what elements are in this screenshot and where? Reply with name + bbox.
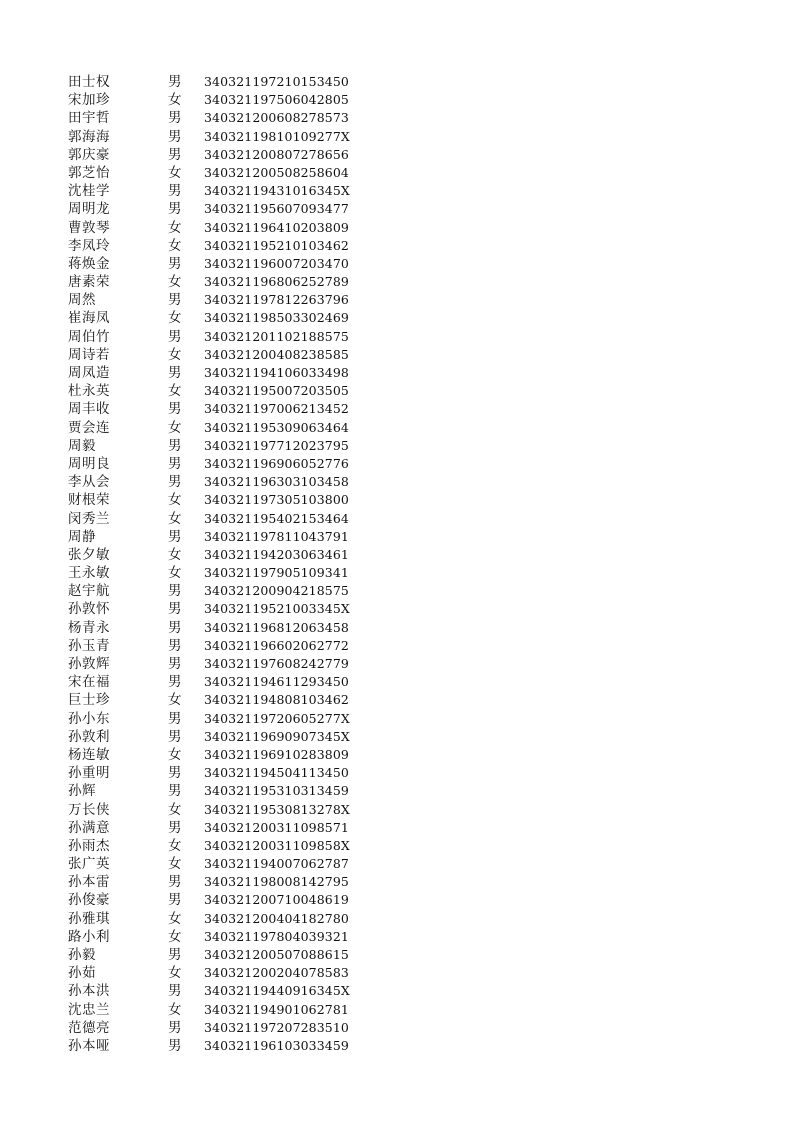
person-gender: 女 <box>168 837 182 854</box>
table-row <box>68 600 368 618</box>
person-gender: 女 <box>168 565 182 582</box>
table-row <box>68 764 368 782</box>
table-row <box>68 128 368 146</box>
person-id-number: 34032119521003345X <box>204 601 350 617</box>
table-row <box>68 309 368 327</box>
table-row <box>68 546 368 564</box>
person-name: 沈桂学 <box>68 183 110 200</box>
person-gender: 男 <box>168 292 182 309</box>
person-name: 周然 <box>68 292 96 309</box>
person-id-number: 34032119720605277X <box>204 710 350 726</box>
person-gender: 女 <box>168 419 182 436</box>
person-name: 蒋焕金 <box>68 255 110 272</box>
person-id-number: 340321194808103462 <box>204 692 349 708</box>
table-row <box>68 655 368 673</box>
person-id-number: 340321197812263796 <box>204 292 349 308</box>
person-id-number: 34032119690907345X <box>204 728 350 744</box>
person-id-number: 340321196303103458 <box>204 474 349 490</box>
person-id-number: 340321197804039321 <box>204 928 349 944</box>
person-name: 周诗若 <box>68 346 110 363</box>
person-gender: 女 <box>168 92 182 109</box>
table-row <box>68 582 368 600</box>
table-row <box>68 491 368 509</box>
person-name: 周静 <box>68 528 96 545</box>
person-name: 郭芝怡 <box>68 164 110 181</box>
person-id-number: 340321196906052776 <box>204 455 349 471</box>
person-id-number: 340321194007062787 <box>204 856 349 872</box>
person-gender: 男 <box>168 783 182 800</box>
table-row <box>68 255 368 273</box>
person-name: 周明龙 <box>68 201 110 218</box>
table-row <box>68 473 368 491</box>
person-name: 孙敦辉 <box>68 656 110 672</box>
person-gender: 男 <box>168 601 182 618</box>
person-name: 孙本哑 <box>68 1037 110 1054</box>
table-row <box>68 219 368 237</box>
person-gender: 男 <box>168 455 182 472</box>
table-row <box>68 291 368 309</box>
person-gender: 女 <box>168 274 182 291</box>
person-id-number: 340321200311098571 <box>204 819 349 835</box>
person-gender: 男 <box>168 365 182 381</box>
person-gender: 男 <box>168 201 182 218</box>
person-id-number: 340321197506042805 <box>204 92 349 108</box>
table-row <box>68 164 368 182</box>
person-id-number: 340321198503302469 <box>204 310 349 326</box>
person-id-number: 340321195309063464 <box>204 419 349 435</box>
table-row <box>68 746 368 764</box>
person-gender: 男 <box>168 328 182 345</box>
table-row <box>68 510 368 528</box>
person-name: 曹敦琴 <box>68 219 110 236</box>
table-row <box>68 1019 368 1037</box>
table-row <box>68 782 368 800</box>
person-gender: 男 <box>168 110 182 127</box>
person-id-number: 340321200904218575 <box>204 583 349 599</box>
person-id-number: 340321194203063461 <box>204 546 349 562</box>
table-row <box>68 855 368 873</box>
person-gender: 男 <box>168 474 182 491</box>
person-id-number: 340321194106033498 <box>204 365 349 380</box>
person-id-number: 340321200408238585 <box>204 346 349 362</box>
person-gender: 女 <box>168 965 182 982</box>
person-id-number: 340321200608278573 <box>204 110 349 126</box>
person-gender: 女 <box>168 237 182 254</box>
person-gender: 女 <box>168 856 182 873</box>
person-id-number: 340321194901062781 <box>204 1001 349 1017</box>
person-gender: 男 <box>168 619 182 636</box>
person-id-number: 340321196410203809 <box>204 219 349 235</box>
person-gender: 男 <box>168 874 182 891</box>
person-name: 赵宇航 <box>68 583 110 600</box>
table-row <box>68 928 368 946</box>
person-gender: 男 <box>168 728 182 745</box>
person-gender: 女 <box>168 383 182 400</box>
person-gender: 女 <box>168 164 182 181</box>
person-gender: 女 <box>168 219 182 236</box>
table-row <box>68 455 368 473</box>
person-gender: 男 <box>168 1019 182 1036</box>
table-row <box>68 273 368 291</box>
table-row <box>68 873 368 891</box>
roster-table <box>68 73 368 1055</box>
person-gender: 男 <box>168 128 182 145</box>
person-gender: 女 <box>168 546 182 563</box>
person-id-number: 34032119431016345X <box>204 183 350 199</box>
person-gender: 男 <box>168 401 182 418</box>
table-row <box>68 73 368 91</box>
person-name: 王永敏 <box>68 565 110 582</box>
table-row <box>68 328 368 346</box>
person-gender: 女 <box>168 1001 182 1018</box>
person-gender: 男 <box>168 983 182 1000</box>
person-id-number: 340321198008142795 <box>204 874 349 890</box>
person-gender: 男 <box>168 637 182 654</box>
person-name: 孙玉青 <box>68 637 110 654</box>
person-id-number: 340321196806252789 <box>204 274 349 290</box>
person-name: 孙满意 <box>68 819 110 836</box>
person-name: 周毅 <box>68 437 96 454</box>
person-name: 郭庆豪 <box>68 146 110 163</box>
person-gender: 男 <box>168 583 182 600</box>
person-gender: 男 <box>168 74 182 90</box>
person-name: 宋在福 <box>68 674 110 691</box>
table-row <box>68 837 368 855</box>
person-name: 周凤造 <box>68 365 110 381</box>
person-id-number: 340321196602062772 <box>204 637 349 653</box>
person-id-number: 340321200507088615 <box>204 947 349 962</box>
table-row <box>68 728 368 746</box>
person-name: 孙雨杰 <box>68 837 110 854</box>
person-gender: 女 <box>168 746 182 763</box>
person-name: 唐素荣 <box>68 274 110 291</box>
person-name: 孙敦利 <box>68 728 110 745</box>
person-id-number: 340321200807278656 <box>204 146 349 162</box>
person-name: 杨连敏 <box>68 746 110 763</box>
person-name: 孙雅琪 <box>68 910 110 927</box>
person-gender: 男 <box>168 146 182 163</box>
person-name: 崔海凤 <box>68 310 110 327</box>
table-row <box>68 710 368 728</box>
table-row <box>68 109 368 127</box>
person-name: 财根荣 <box>68 492 110 509</box>
table-row <box>68 400 368 418</box>
person-name: 孙本洪 <box>68 983 110 1000</box>
person-gender: 男 <box>168 765 182 782</box>
person-name: 沈忠兰 <box>68 1001 110 1018</box>
person-gender: 男 <box>168 255 182 272</box>
person-name: 巨士珍 <box>68 692 110 709</box>
table-row <box>68 637 368 655</box>
person-name: 贾会连 <box>68 419 110 436</box>
table-row <box>68 1001 368 1019</box>
person-gender: 男 <box>168 710 182 727</box>
person-name: 周明良 <box>68 455 110 472</box>
person-id-number: 340321200508258604 <box>204 164 349 180</box>
person-id-number: 340321195402153464 <box>204 510 349 526</box>
person-gender: 男 <box>168 656 182 672</box>
person-name: 郭海海 <box>68 128 110 145</box>
person-name: 杨青永 <box>68 619 110 636</box>
person-id-number: 340321196812063458 <box>204 619 349 635</box>
person-id-number: 340321197905109341 <box>204 565 349 581</box>
person-name: 万长侠 <box>68 801 110 818</box>
table-row <box>68 819 368 837</box>
person-id-number: 340321195310313459 <box>204 783 349 799</box>
person-id-number: 340321197210153450 <box>204 74 349 89</box>
person-id-number: 340321197207283510 <box>204 1019 349 1035</box>
table-row <box>68 619 368 637</box>
person-name: 周丰收 <box>68 401 110 418</box>
person-id-number: 340321200710048619 <box>204 892 349 908</box>
person-gender: 男 <box>168 674 182 691</box>
table-row <box>68 946 368 964</box>
table-row <box>68 382 368 400</box>
table-row <box>68 673 368 691</box>
person-gender: 男 <box>168 892 182 909</box>
table-row <box>68 419 368 437</box>
person-name: 孙毅 <box>68 947 96 963</box>
person-id-number: 340321197608242779 <box>204 656 349 671</box>
person-name: 孙重明 <box>68 765 110 782</box>
person-gender: 女 <box>168 928 182 945</box>
person-name: 孙茹 <box>68 965 96 982</box>
table-row <box>68 346 368 364</box>
person-name: 孙敦怀 <box>68 601 110 618</box>
table-row <box>68 364 368 382</box>
person-name: 范德亮 <box>68 1019 110 1036</box>
person-gender: 女 <box>168 692 182 709</box>
table-row <box>68 564 368 582</box>
person-gender: 男 <box>168 183 182 200</box>
person-name: 李从会 <box>68 474 110 491</box>
person-gender: 女 <box>168 801 182 818</box>
person-id-number: 340321196103033459 <box>204 1037 349 1053</box>
person-name: 张广英 <box>68 856 110 873</box>
person-gender: 女 <box>168 510 182 527</box>
person-gender: 男 <box>168 437 182 454</box>
person-id-number: 340321195007203505 <box>204 383 349 399</box>
person-name: 李凤玲 <box>68 237 110 254</box>
person-gender: 男 <box>168 528 182 545</box>
person-id-number: 340321201102188575 <box>204 328 349 344</box>
person-name: 张夕敏 <box>68 546 110 563</box>
table-row <box>68 1037 368 1055</box>
table-row <box>68 964 368 982</box>
person-name: 闵秀兰 <box>68 510 110 527</box>
person-gender: 女 <box>168 346 182 363</box>
table-row <box>68 237 368 255</box>
table-row <box>68 691 368 709</box>
table-row <box>68 182 368 200</box>
table-row <box>68 801 368 819</box>
person-id-number: 34032119810109277X <box>204 128 350 144</box>
person-name: 孙小东 <box>68 710 110 727</box>
table-row <box>68 528 368 546</box>
person-gender: 女 <box>168 492 182 509</box>
person-name: 田士权 <box>68 74 110 90</box>
person-id-number: 340321196007203470 <box>204 255 349 271</box>
person-name: 路小利 <box>68 928 110 945</box>
person-name: 宋加珍 <box>68 92 110 109</box>
person-id-number: 340321195210103462 <box>204 237 349 253</box>
person-id-number: 340321197006213452 <box>204 401 349 417</box>
person-id-number: 340321200204078583 <box>204 965 349 981</box>
person-id-number: 340321194504113450 <box>204 765 349 781</box>
table-row <box>68 91 368 109</box>
person-gender: 男 <box>168 1037 182 1054</box>
person-gender: 女 <box>168 310 182 327</box>
person-id-number: 340321194611293450 <box>204 674 349 690</box>
person-id-number: 340321200404182780 <box>204 910 349 926</box>
person-name: 孙辉 <box>68 783 96 800</box>
person-id-number: 340321197712023795 <box>204 437 349 453</box>
person-gender: 男 <box>168 947 182 963</box>
person-id-number: 340321196910283809 <box>204 746 349 762</box>
person-id-number: 340321195607093477 <box>204 201 349 217</box>
person-name: 孙本雷 <box>68 874 110 891</box>
person-name: 周伯竹 <box>68 328 110 345</box>
person-id-number: 34032119440916345X <box>204 983 350 999</box>
person-name: 田宇哲 <box>68 110 110 127</box>
person-gender: 女 <box>168 910 182 927</box>
person-name: 孙俊豪 <box>68 892 110 909</box>
person-name: 杜永英 <box>68 383 110 400</box>
table-row <box>68 982 368 1000</box>
table-row <box>68 200 368 218</box>
person-id-number: 34032120031109858X <box>204 837 350 853</box>
person-id-number: 340321197811043791 <box>204 528 349 544</box>
table-row <box>68 437 368 455</box>
table-row <box>68 910 368 928</box>
person-id-number: 34032119530813278X <box>204 801 350 817</box>
person-id-number: 340321197305103800 <box>204 492 349 508</box>
table-row <box>68 146 368 164</box>
table-row <box>68 891 368 909</box>
person-gender: 男 <box>168 819 182 836</box>
